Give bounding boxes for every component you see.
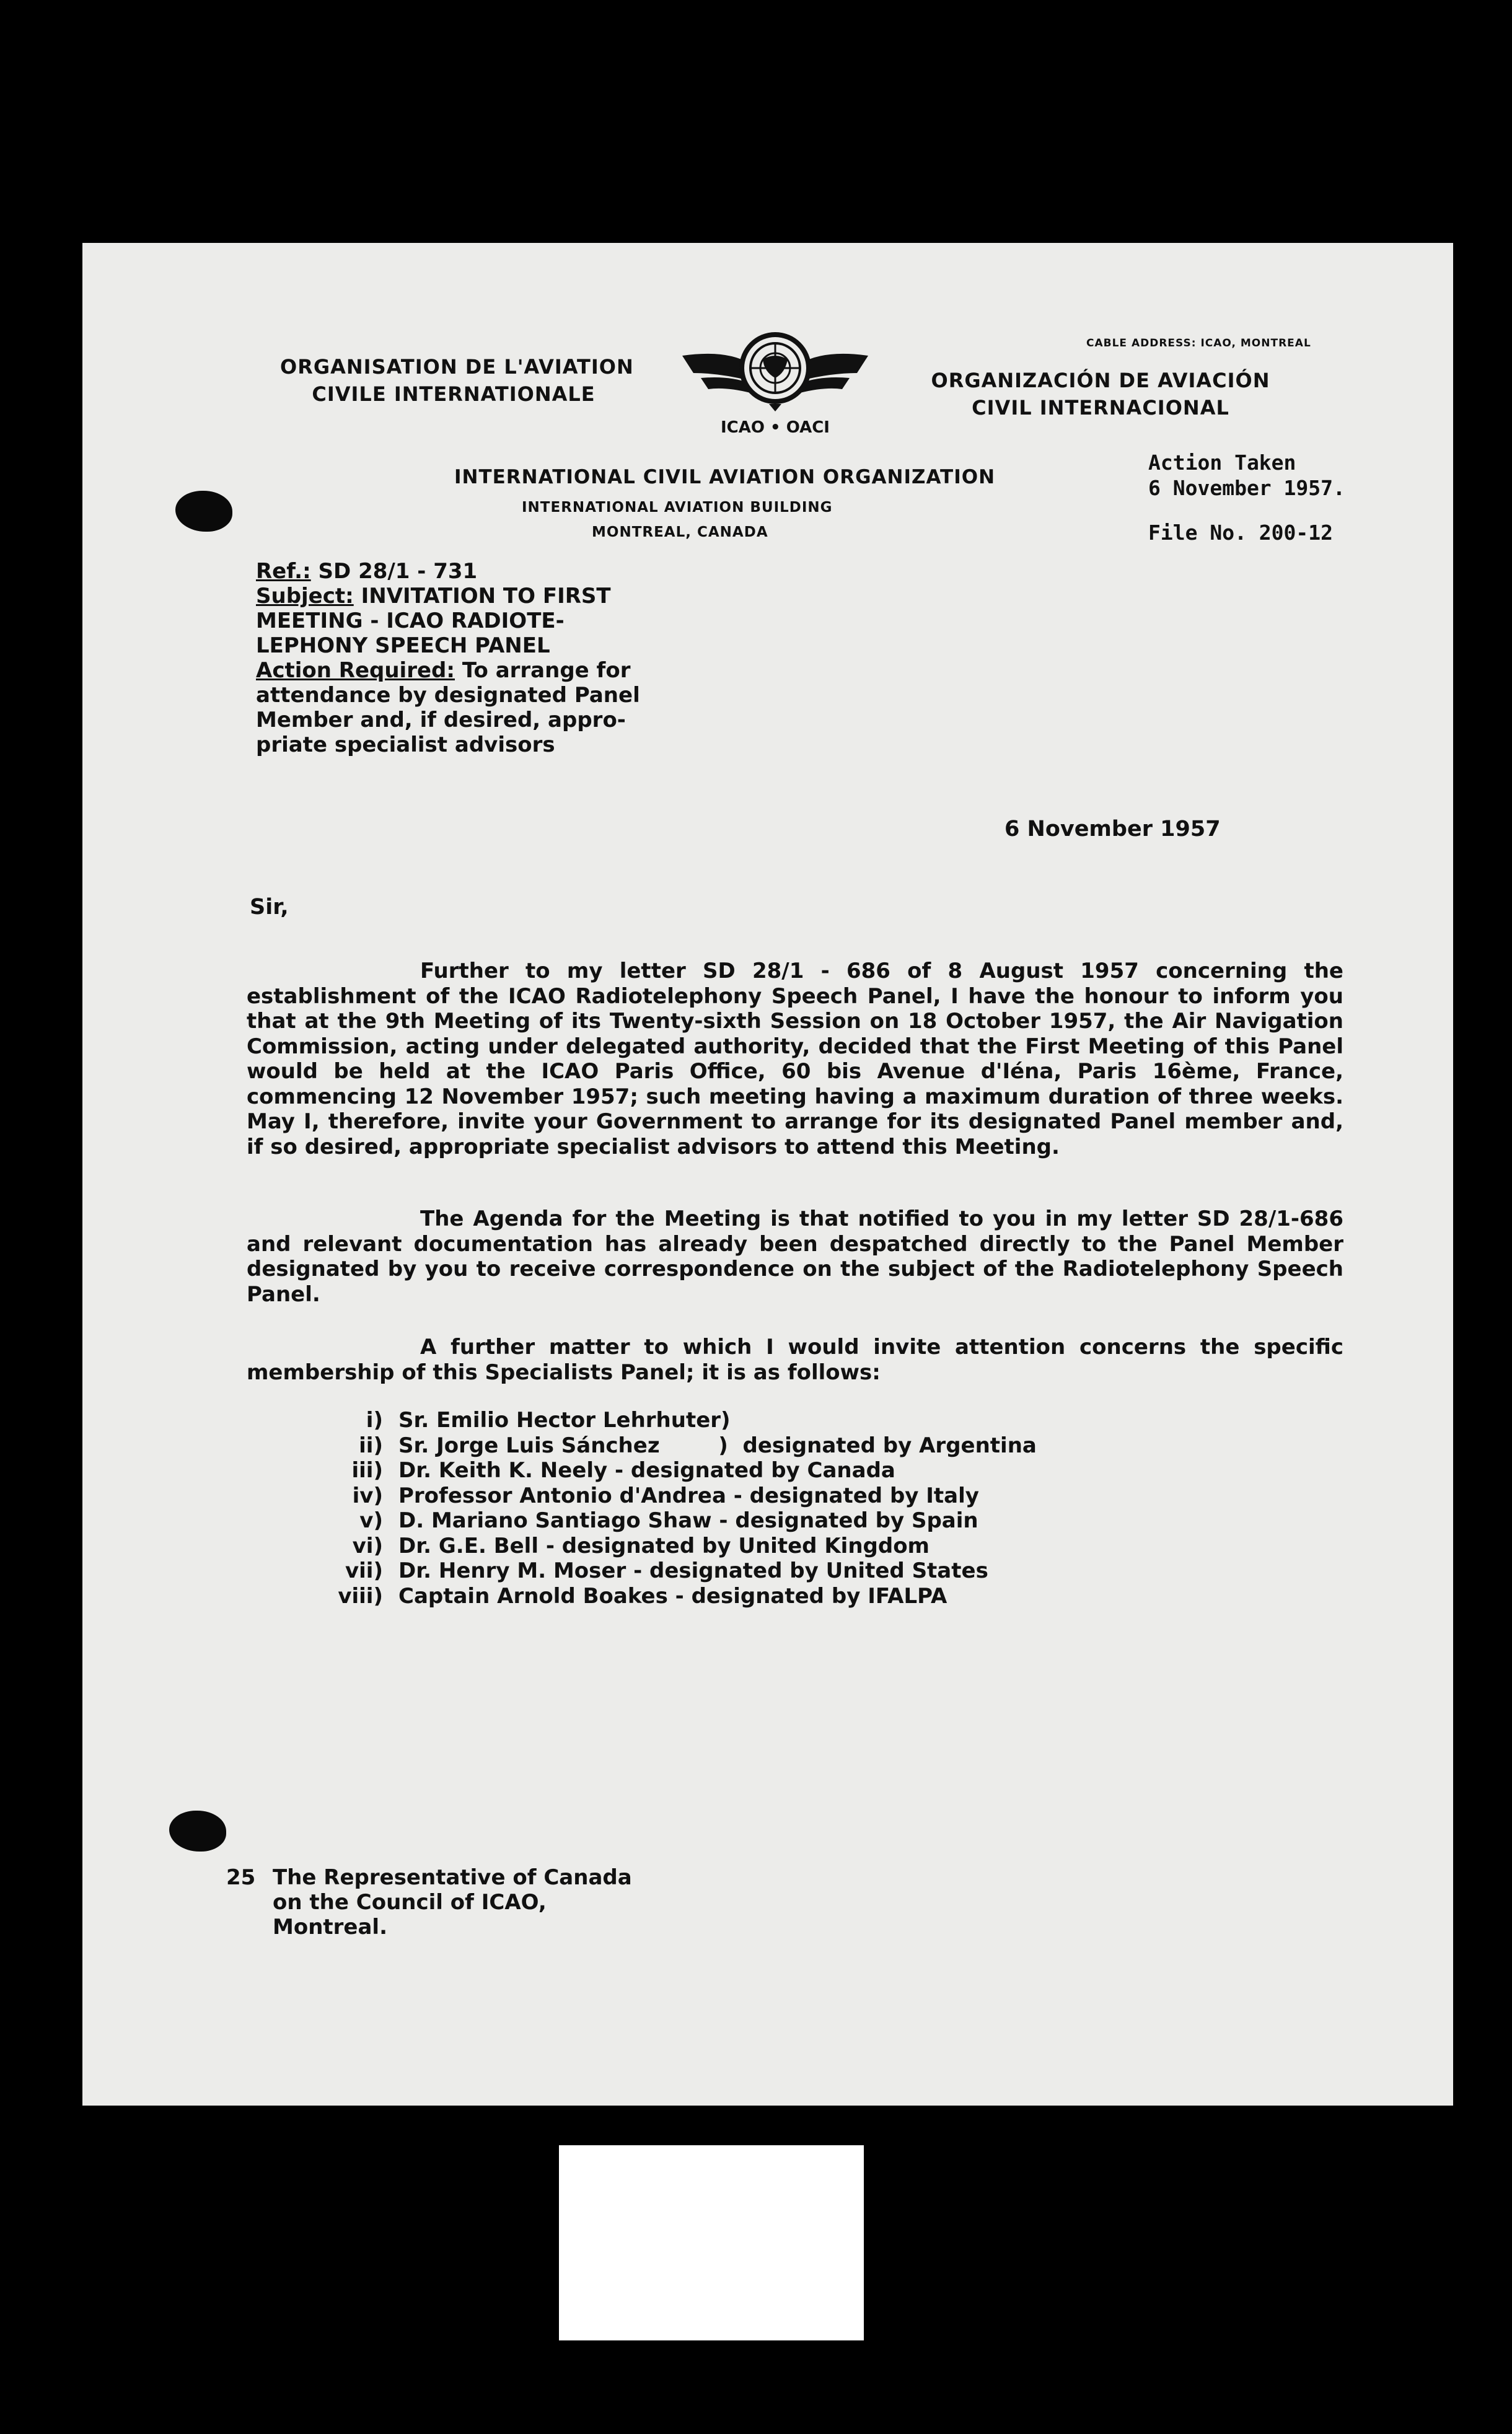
action-taken-date: 6 November 1957.: [1148, 476, 1345, 500]
letterhead-french-line: ORGANISATION DE L'AVIATION: [280, 355, 634, 379]
addressee-text: The Representative of Canada: [273, 1865, 632, 1890]
subject-text-line3: LEPHONY SPEECH PANEL: [256, 633, 550, 658]
letter-date: 6 November 1957: [1004, 817, 1221, 841]
org-city: MONTREAL, CANADA: [592, 524, 768, 540]
ref-label: Ref.:: [256, 559, 311, 584]
action-required-line2: attendance by designated Panel: [256, 683, 640, 708]
member-row: [312, 1408, 1037, 1433]
letter-page: [82, 243, 1453, 2106]
member-row: [312, 1508, 1037, 1534]
member-text: Captain Arnold Boakes - designated by IFALPA: [398, 1583, 947, 1609]
action-required-line3: Member and, if desired, appro-: [256, 708, 626, 732]
member-row: [312, 1558, 1037, 1584]
reference-block: [256, 559, 640, 757]
org-name: INTERNATIONAL CIVIL AVIATION ORGANIZATION: [454, 466, 996, 488]
member-number: vii): [345, 1558, 383, 1583]
ref-line: [256, 559, 640, 584]
letterhead-spanish: [927, 367, 1274, 421]
member-row: [312, 1458, 1037, 1483]
ref-value: SD 28/1 - 731: [310, 559, 478, 584]
member-number: iv): [352, 1483, 383, 1508]
cable-address: CABLE ADDRESS: ICAO, MONTREAL: [1086, 337, 1311, 349]
addressee-line2: on the Council of ICAO,: [273, 1890, 547, 1915]
letterhead-spanish-line: CIVIL INTERNACIONAL: [972, 396, 1229, 420]
salutation: Sir,: [250, 895, 289, 920]
member-number: v): [359, 1508, 383, 1533]
member-number: vi): [352, 1533, 383, 1558]
member-list: [312, 1408, 1037, 1609]
letterhead-french: [280, 353, 634, 408]
member-number: iii): [351, 1458, 383, 1483]
member-number: viii): [338, 1583, 383, 1609]
addressee-block: [226, 1865, 632, 1940]
file-number: File No. 200-12: [1148, 521, 1334, 545]
member-text: Professor Antonio d'Andrea - designated by Italy: [398, 1483, 979, 1508]
member-text: Sr. Emilio Hector Lehrhuter): [398, 1408, 731, 1433]
icao-logo-icon: [676, 319, 874, 437]
subject-label: Subject:: [256, 584, 354, 608]
action-required-line4: priate specialist advisors: [256, 732, 555, 757]
member-row: [312, 1433, 1037, 1459]
subject-line: [256, 584, 640, 608]
letterhead-spanish-line: ORGANIZACIÓN DE AVIACIÓN: [931, 369, 1270, 392]
org-building: INTERNATIONAL AVIATION BUILDING: [522, 499, 833, 516]
subject-text-line2: MEETING - ICAO RADIOTE-: [256, 608, 565, 633]
paragraph-1: Further to my letter SD 28/1 - 686 of 8 August 1957 concerning the establishment of the ICAO Radiotelephony Speech Panel, I have the honour to inform you that at the 9th Meeting of its Twenty-sixth Session on 18 October 1957, the Air Navigation Commission, acting under delegated authority, decided that the First Meeting of this Panel would be held at the ICAO Paris Office, 60 bis Avenue d'Iéna, Paris 16ème, France, commencing 12 November 1957; such meeting having a maximum duration of three weeks. May I, therefore, invite your Government to arrange for its designated Panel member and, if so desired, appropriate specialist advisors to attend this Meeting.: [247, 959, 1343, 1159]
member-text: Dr. Henry M. Moser - designated by United States: [398, 1558, 988, 1583]
member-row: [312, 1584, 1037, 1609]
blank-slip: [559, 2145, 864, 2340]
member-text: D. Mariano Santiago Shaw - designated by Spain: [398, 1508, 978, 1533]
action-required-line: [256, 658, 640, 683]
addressee-number: 25: [226, 1865, 256, 1890]
paragraph-2: The Agenda for the Meeting is that notified to you in my letter SD 28/1-686 and relevant documentation has already been despatched directly to the Panel Member designated by you to receive correspondence on the subject of the Radiotelephony Speech Panel.: [247, 1206, 1343, 1307]
member-row: [312, 1534, 1037, 1559]
addressee-line1: [226, 1865, 632, 1890]
action-required-text: To arrange for: [454, 658, 631, 683]
member-text: Sr. Jorge Luis Sánchez ) designated by Argentina: [398, 1433, 1037, 1458]
action-taken-label: Action Taken: [1148, 450, 1296, 475]
member-text: Dr. Keith K. Neely - designated by Canada: [398, 1458, 895, 1483]
action-required-label: Action Required:: [256, 658, 455, 683]
addressee-line3: Montreal.: [273, 1915, 387, 1940]
member-number: ii): [359, 1433, 383, 1458]
punch-hole: [169, 1811, 226, 1852]
punch-hole: [175, 491, 232, 532]
paragraph-3: A further matter to which I would invite attention concerns the specific membership of this Specialists Panel; it is as follows:: [247, 1335, 1343, 1385]
member-number: i): [366, 1408, 383, 1433]
letterhead-french-line: CIVILE INTERNATIONALE: [312, 382, 596, 406]
subject-text: INVITATION TO FIRST: [353, 584, 611, 608]
logo-text: ICAO • OACI: [721, 418, 830, 437]
member-row: [312, 1483, 1037, 1509]
member-text: Dr. G.E. Bell - designated by United Kingdom: [398, 1533, 930, 1558]
